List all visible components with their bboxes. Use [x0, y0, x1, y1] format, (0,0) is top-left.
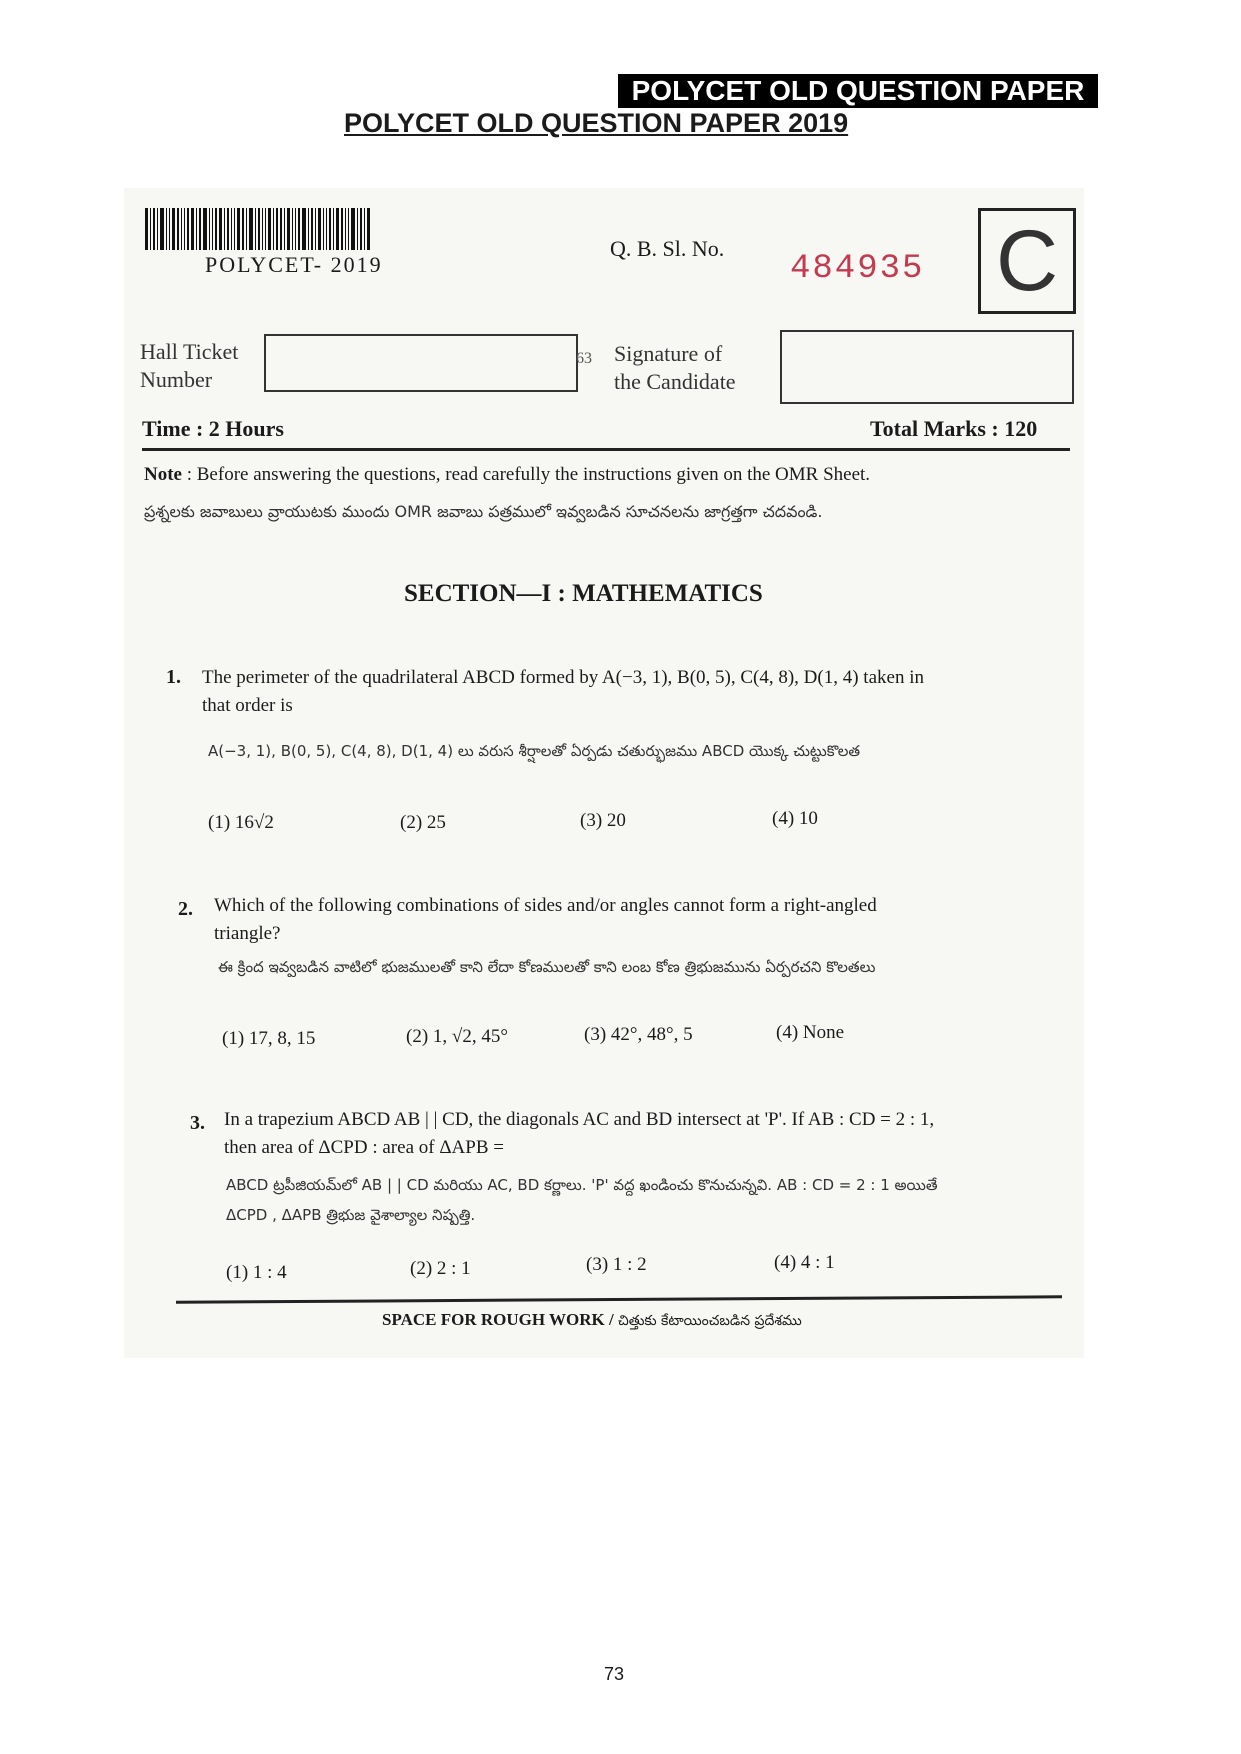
- option-2[interactable]: (2) 25: [400, 812, 446, 833]
- page-title: POLYCET OLD QUESTION PAPER 2019: [344, 108, 849, 138]
- rough-work-label-english: SPACE FOR ROUGH WORK /: [382, 1310, 614, 1329]
- barcode-image: [145, 208, 455, 250]
- qbsl-number: 484935: [790, 250, 925, 288]
- option-3[interactable]: (3) 42°, 48°, 5: [584, 1024, 693, 1045]
- note-label: Note: [144, 464, 182, 485]
- question-2-text: [214, 892, 1074, 948]
- option-1[interactable]: (1) 16√2: [208, 812, 274, 833]
- option-4[interactable]: (4) None: [776, 1022, 845, 1043]
- option-4[interactable]: (4) 4 : 1: [774, 1252, 835, 1273]
- question-3-text: [224, 1106, 1074, 1162]
- hall-ticket-handwritten-mark: 63: [576, 350, 592, 367]
- question-2-telugu: ఈ క్రింద ఇవ్వబడిన వాటిలో భుజములతో కాని లేదా కోణములతో కాని లంబ కోణ త్రిభుజమును ఏర్పరచని కొలతలు: [218, 958, 876, 976]
- option-3[interactable]: (3) 20: [580, 810, 626, 831]
- rough-work-label: [382, 1310, 802, 1332]
- question-set-letter: C: [995, 213, 1059, 309]
- question-3-telugu-line2: ΔCPD , ΔAPB త్రిభుజ వైశాల్యాల నిష్పత్తి.: [226, 1206, 476, 1224]
- option-4[interactable]: (4) 10: [772, 808, 818, 829]
- question-3: [190, 1112, 205, 1135]
- hall-ticket-label-line1: Hall Ticket: [140, 339, 239, 364]
- exam-time: Time : 2 Hours: [142, 416, 284, 441]
- rough-work-label-telugu: చిత్తుకు కేటాయించబడిన ప్రదేశము: [617, 1313, 802, 1329]
- question-number: 3.: [190, 1112, 205, 1134]
- question-number: 1.: [166, 666, 181, 688]
- question-text-line: The perimeter of the quadrilateral ABCD formed by A(−3, 1), B(0, 5), C(4, 8), D(1, 4) taken in: [202, 667, 924, 688]
- question-2: [178, 898, 193, 921]
- signature-field[interactable]: [780, 330, 1074, 404]
- option-1[interactable]: (1) 17, 8, 15: [222, 1028, 316, 1049]
- option-1[interactable]: (1) 1 : 4: [226, 1262, 287, 1283]
- question-1-telugu: A(−3, 1), B(0, 5), C(4, 8), D(1, 4) లు వరుస శీర్షాలతో ఏర్పడు చతుర్భుజము ABCD యొక్క చుట్టుకొలత: [208, 742, 861, 760]
- question-text-line: Which of the following combinations of sides and/or angles cannot form a right-angled: [214, 895, 877, 916]
- page-number: 73: [604, 1664, 625, 1684]
- header-divider: [142, 448, 1070, 451]
- option-2[interactable]: (2) 1, √2, 45°: [406, 1026, 508, 1047]
- question-text-line: that order is: [202, 695, 293, 716]
- section-title: SECTION—I : MATHEMATICS: [404, 580, 763, 607]
- question-text-line: then area of ΔCPD : area of ΔAPB =: [224, 1137, 504, 1158]
- question-set-box: [978, 208, 1076, 314]
- signature-label-line2: the Candidate: [614, 369, 736, 394]
- question-1-text: [202, 664, 1072, 720]
- note-text: : Before answering the questions, read carefully the instructions given on the OMR Sheet.: [186, 464, 871, 485]
- option-3[interactable]: (3) 1 : 2: [586, 1254, 647, 1275]
- option-2[interactable]: (2) 2 : 1: [410, 1258, 471, 1279]
- hall-ticket-label: [140, 338, 238, 394]
- top-banner: POLYCET OLD QUESTION PAPER: [618, 74, 1098, 108]
- question-text-line: In a trapezium ABCD AB | | CD, the diagonals AC and BD intersect at 'P'. If AB : CD = 2 : 1,: [224, 1109, 935, 1130]
- question-text-line: triangle?: [214, 923, 281, 944]
- total-marks: Total Marks : 120: [870, 416, 1038, 441]
- signature-label: [614, 340, 736, 396]
- question-number: 2.: [178, 898, 193, 920]
- question-1: [166, 666, 181, 689]
- hall-ticket-label-line2: Number: [140, 367, 213, 392]
- note-telugu: ప్రశ్నలకు జవాబులు వ్రాయుటకు ముందు OMR జవాబు పత్రములో ఇవ్వబడిన సూచనలను జాగ్రత్తగా చదవండి.: [144, 502, 823, 521]
- barcode-label: POLYCET- 2019: [205, 252, 383, 277]
- qbsl-label: Q. B. Sl. No.: [610, 236, 725, 261]
- signature-label-line1: Signature of: [614, 341, 723, 366]
- question-3-telugu-line1: ABCD ట్రపీజియమ్‌లో AB | | CD మరియు AC, BD కర్ణాలు. 'P' వద్ద ఖండించు కొనుచున్నవి. AB : CD = 2 : 1 అయితే: [226, 1176, 938, 1194]
- hall-ticket-number-field[interactable]: [264, 334, 578, 392]
- note-english: [144, 464, 870, 486]
